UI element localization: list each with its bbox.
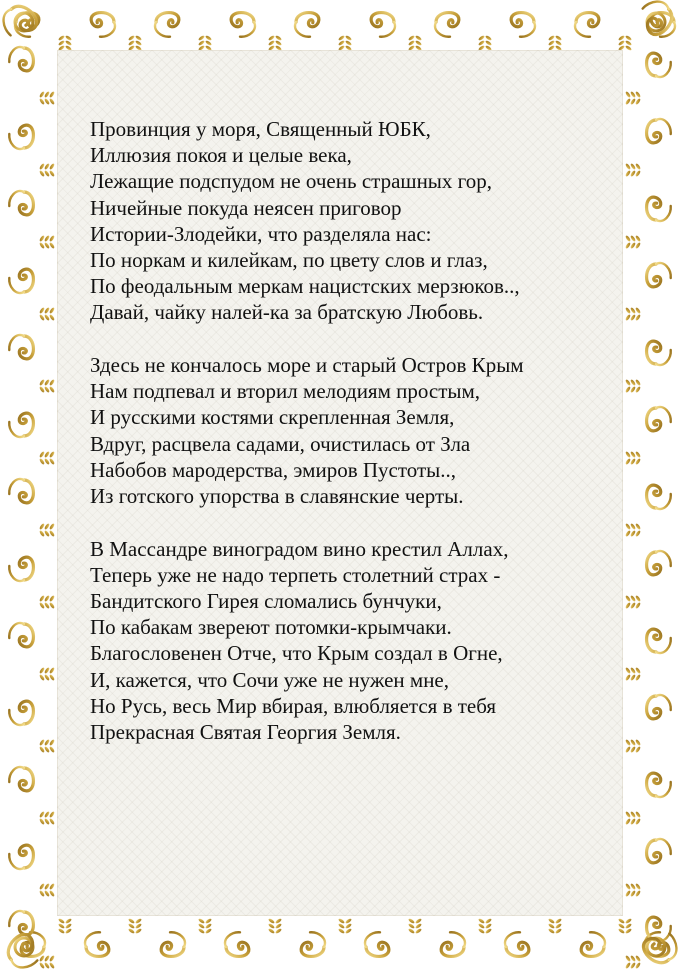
poem-line: Провинция у моря, Священный ЮБК, xyxy=(90,117,431,141)
poem-line: По феодальным меркам нацистских мерзюков.., xyxy=(90,274,520,299)
poem-text xyxy=(90,116,610,772)
stanza-2 xyxy=(90,352,610,509)
stanza-3 xyxy=(90,536,610,746)
poem-line: Из готского упорства в славянские черты. xyxy=(90,484,464,509)
poem-line: Иллюзия покоя и целые века, xyxy=(90,143,352,168)
poem-line: Здесь не кончалось море и старый Остров Крым xyxy=(90,353,524,378)
poem-line: Ничейные покуда неясен приговор xyxy=(90,195,402,220)
poem-line: Истории-Злодейки, что разделяла нас: xyxy=(90,221,432,246)
poem-line: Теперь уже не надо терпеть столетний страх - xyxy=(90,562,501,587)
poem-line: По норкам и килейкам, по цвету слов и глаз, xyxy=(90,248,488,273)
poem-line: Лежащие подспудом не очень страшных гор, xyxy=(90,169,493,194)
stanza-1 xyxy=(90,116,610,326)
poem-line: Нам подпевал и вторил мелодиям простым, xyxy=(90,379,481,404)
poem-line: Вдруг, расцвела садами, очистилась от Зла xyxy=(90,431,471,456)
poem-line: И русскими костями скрепленная Земля, xyxy=(90,405,455,430)
poem-line: В Массандре виноградом вино крестил Аллах, xyxy=(90,536,509,561)
poem-line: И, кажется, что Сочи уже не нужен мне, xyxy=(90,667,449,692)
poem-line: Давай, чайку налей-ка за братскую Любовь. xyxy=(90,300,484,325)
poem-line: Но Русь, весь Мир вбирая, влюбляется в тебя xyxy=(90,693,497,718)
poem-line: Бандитского Гирея сломались бунчуки, xyxy=(90,589,442,614)
poem-line: По кабакам звереют потомки-крымчаки. xyxy=(90,615,452,640)
poem-line: Прекрасная Святая Георгия Земля. xyxy=(90,720,401,745)
poem-line: Набобов мародерства, эмиров Пустоты.., xyxy=(90,457,457,482)
poem-line: Благословенен Отче, что Крым создал в Огне, xyxy=(90,641,503,666)
